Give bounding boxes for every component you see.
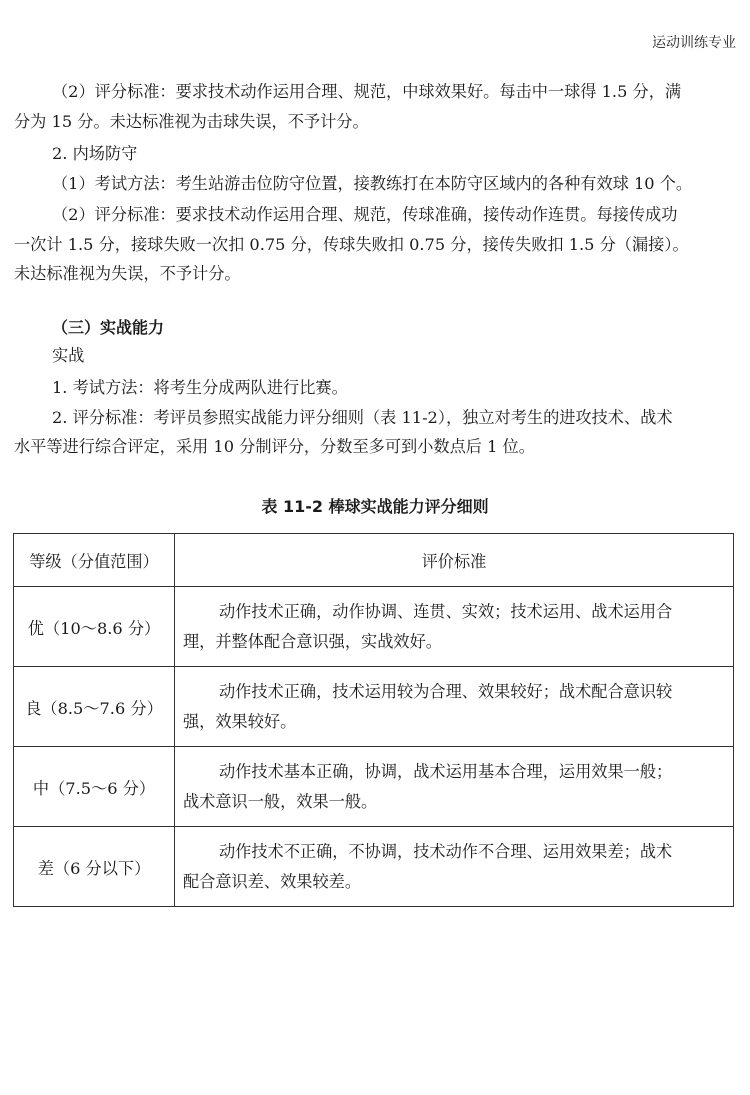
- paragraph-line: 未达标准视为失误，不予计分。: [14, 264, 241, 283]
- paragraph-line: 水平等进行综合评定，采用 10 分制评分，分数至多可到小数点后 1 位。: [14, 437, 535, 456]
- criteria-line: 配合意识差、效果较差。: [183, 871, 362, 891]
- header-grade: 等级（分值范围）: [14, 534, 175, 587]
- table-row: [14, 667, 734, 747]
- table-title: 表 11-2 棒球实战能力评分细则: [261, 497, 489, 516]
- running-header: 运动训练专业: [652, 35, 736, 51]
- criteria-line: 战术意识一般，效果一般。: [183, 791, 378, 811]
- section-title: （三）实战能力: [52, 318, 165, 337]
- criteria-cell: [175, 587, 734, 667]
- subheading-infield-defense: 2. 内场防守: [52, 144, 138, 163]
- paragraph-line: （2）评分标准：要求技术动作运用合理、规范，中球效果好。每击中一球得 1.5 分，满: [52, 82, 682, 101]
- criteria-table: [13, 533, 734, 907]
- grade-cell: 差（6 分以下）: [14, 827, 175, 907]
- paragraph-line: （1）考试方法：考生站游击位防守位置，接教练打在本防守区域内的各种有效球 10 个。: [52, 174, 693, 193]
- criteria-line: 动作技术正确，动作协调、连贯、实效；技术运用、战术运用合: [219, 601, 673, 621]
- header-criteria: 评价标准: [175, 534, 734, 587]
- table-row: [14, 587, 734, 667]
- criteria-line: 强，效果较好。: [183, 711, 297, 731]
- table-header-row: [14, 534, 734, 587]
- criteria-line: 动作技术基本正确，协调，战术运用基本合理，运用效果一般；: [219, 761, 673, 781]
- table-row: [14, 747, 734, 827]
- paragraph-line: 分为 15 分。未达标准视为击球失误，不予计分。: [14, 112, 369, 131]
- grade-cell: 中（7.5～6 分）: [14, 747, 175, 827]
- criteria-cell: [175, 747, 734, 827]
- criteria-line: 理，并整体配合意识强，实战效好。: [183, 631, 442, 651]
- paragraph-line: （2）评分标准：要求技术动作运用合理、规范，传球准确，接传动作连贯。每接传成功: [52, 205, 678, 224]
- criteria-cell: [175, 827, 734, 907]
- criteria-line: 动作技术正确，技术运用较为合理、效果较好；战术配合意识较: [219, 681, 673, 701]
- paragraph-line: 1. 考试方法：将考生分成两队进行比赛。: [52, 378, 348, 397]
- criteria-cell: [175, 667, 734, 747]
- table-row: [14, 827, 734, 907]
- paragraph-line: 一次计 1.5 分，接球失败一次扣 0.75 分，传球失败扣 0.75 分，接传失败扣 1.5 分（漏接）。: [14, 235, 689, 254]
- criteria-line: 动作技术不正确，不协调，技术动作不合理、运用效果差；战术: [219, 841, 673, 861]
- paragraph-line: 2. 评分标准：考评员参照实战能力评分细则（表 11-2），独立对考生的进攻技术、战术: [52, 408, 673, 427]
- grade-cell: 良（8.5～7.6 分）: [14, 667, 175, 747]
- grade-cell: 优（10～8.6 分）: [14, 587, 175, 667]
- subheading-actual-combat: 实战: [52, 346, 85, 365]
